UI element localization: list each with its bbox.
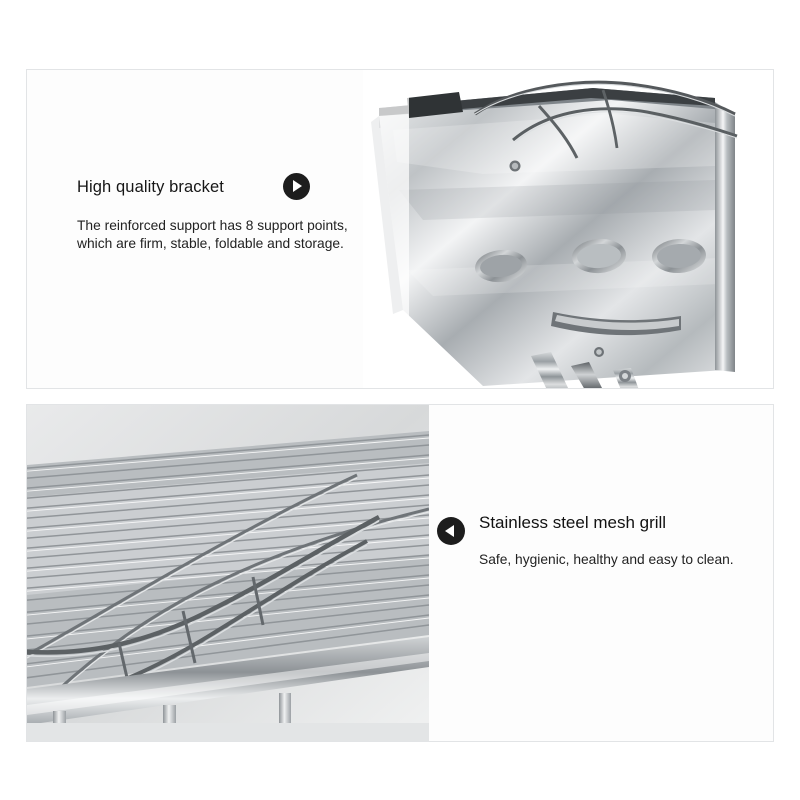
mesh-grill-feature-title: Stainless steel mesh grill [479, 513, 667, 532]
panel-stainless-steel-mesh-grill [26, 404, 774, 742]
mesh-grill-photo [27, 405, 429, 741]
arrow-right-circle-icon [283, 173, 310, 200]
bracket-feature-title: High quality bracket [77, 178, 224, 196]
arrow-left-circle-icon [437, 517, 465, 545]
mesh-grill-feature-description: Safe, hygienic, healthy and easy to clean. [479, 552, 734, 567]
bracket-feature-description: The reinforced support has 8 support points, which are firm, stable, foldable and storage. [77, 218, 348, 252]
bracket-photo [363, 70, 773, 388]
panel-high-quality-bracket [26, 69, 774, 389]
mesh-grill-feature-text [479, 513, 759, 570]
bracket-feature-text [77, 178, 407, 254]
